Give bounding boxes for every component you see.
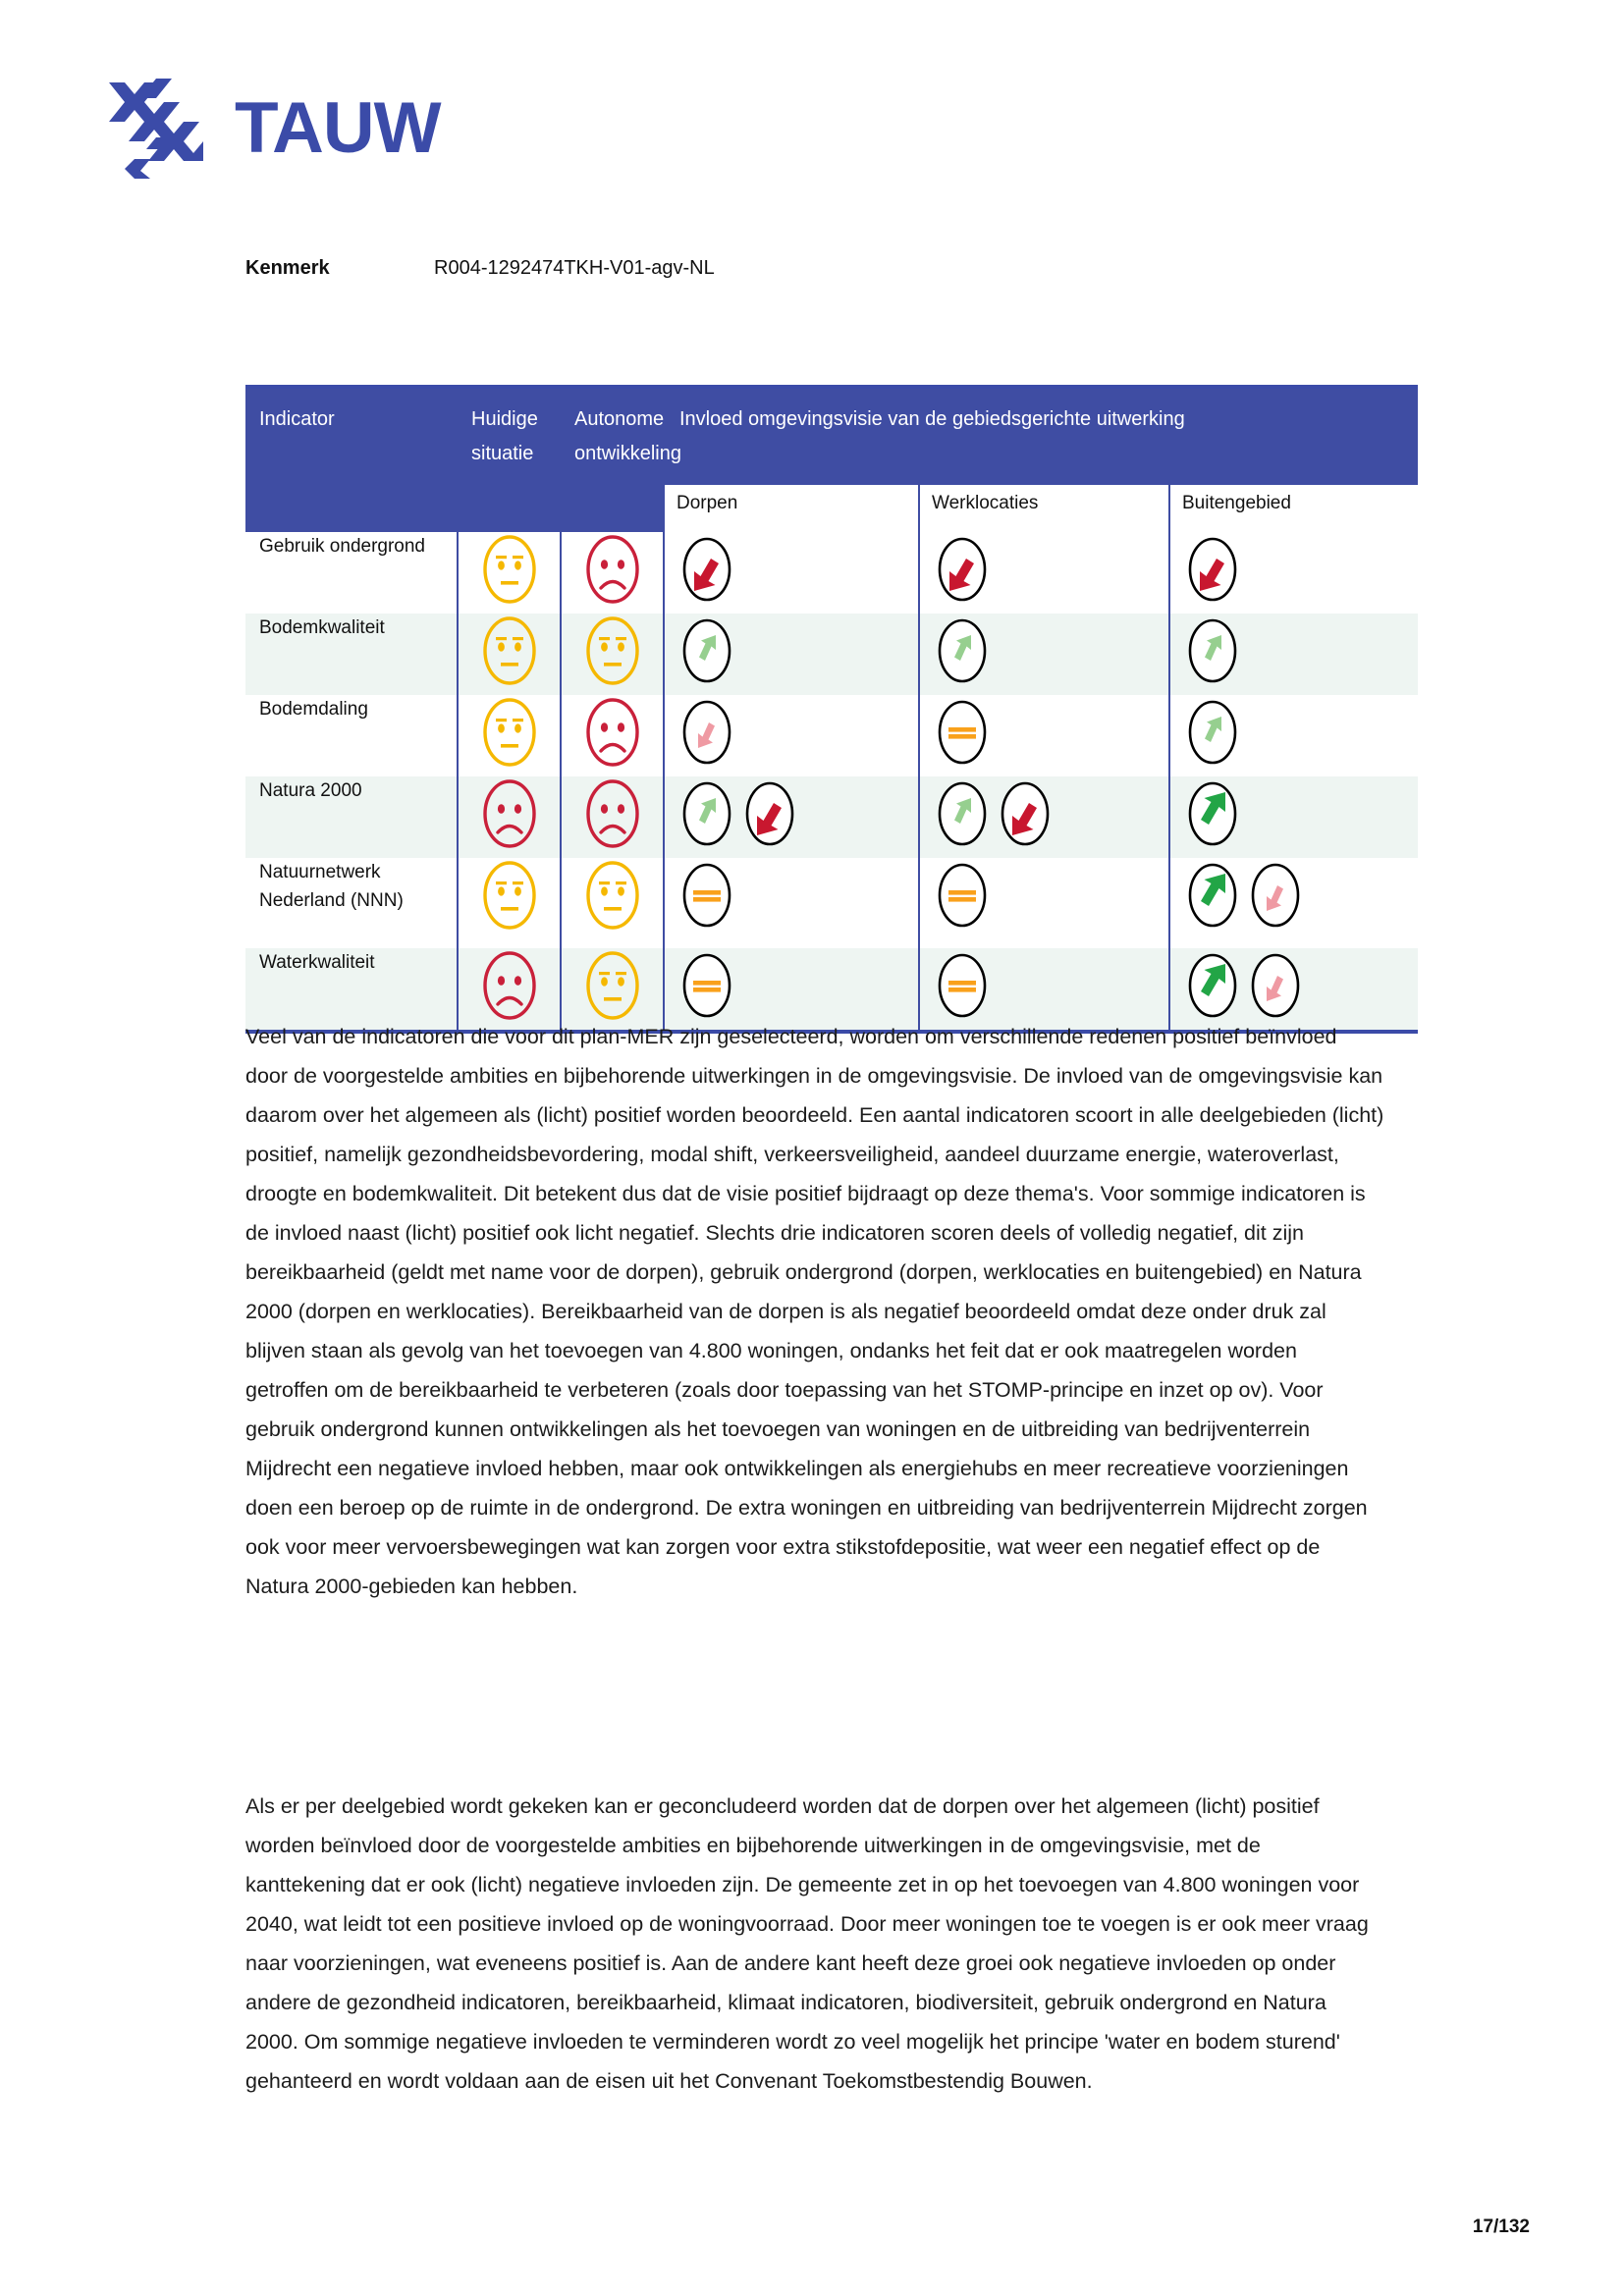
neutral-yellow-face-icon (479, 858, 540, 933)
icon-group (1182, 858, 1310, 933)
column-header-invloed: Invloed omgevingsvisie van de gebiedsgerichte uitwerking (664, 387, 1418, 485)
equals-orange-icon (677, 858, 737, 933)
neutral-yellow-face-icon (479, 614, 540, 688)
cell-buitengebied (1169, 695, 1310, 776)
equals-orange-icon (932, 695, 993, 770)
sad-red-face-icon (479, 776, 540, 851)
equals-orange-icon (932, 695, 993, 770)
table-row (245, 614, 1418, 695)
cell-autonome-ontwikkeling (561, 614, 664, 695)
icon-group (932, 614, 1061, 688)
neutral-yellow-face-icon (479, 695, 540, 770)
arrow-down-dark-red-icon (932, 532, 993, 607)
tauw-chevron-logo-icon (103, 77, 209, 180)
icon-group (932, 695, 1061, 770)
arrow-down-dark-red-icon (995, 776, 1056, 851)
arrow-down-light-pink-icon (1245, 858, 1306, 933)
icon-group (677, 695, 811, 770)
arrow-down-light-pink-icon (1245, 948, 1306, 1023)
neutral-yellow-face-icon (582, 614, 643, 688)
neutral-yellow-face-icon (479, 858, 540, 933)
indicator-assessment-table (245, 385, 1418, 1030)
arrow-down-dark-red-icon (932, 532, 993, 607)
arrow-down-dark-red-icon (1182, 532, 1243, 607)
cell-autonome-ontwikkeling (561, 695, 664, 776)
neutral-yellow-face-icon (582, 948, 643, 1023)
icon-group (459, 948, 560, 1023)
cell-buitengebied (1169, 614, 1310, 695)
icon-group (459, 614, 560, 688)
cell-autonome-ontwikkeling (561, 858, 664, 948)
column-header-autonome-ontwikkeling: Autonome ontwikkeling (561, 387, 664, 485)
sad-red-face-icon (479, 948, 540, 1023)
tauw-logo (103, 77, 441, 180)
cell-werklocaties (919, 858, 1061, 948)
cell-dorpen (664, 532, 811, 614)
icon-group (1182, 532, 1310, 607)
icon-group (562, 948, 663, 1023)
cell-huidige-situatie (458, 695, 561, 776)
arrow-up-light-green-icon (932, 614, 993, 688)
icon-group (677, 776, 811, 851)
sad-red-face-icon (479, 948, 540, 1023)
icon-group (562, 614, 663, 688)
arrow-down-light-pink-icon (1245, 948, 1306, 1023)
subheader-spacer-indicator (245, 485, 458, 532)
icon-group (932, 948, 1061, 1023)
equals-orange-icon (677, 858, 737, 933)
arrow-up-dark-green-icon (1182, 776, 1243, 851)
neutral-yellow-face-icon (479, 532, 540, 607)
icon-group (677, 858, 811, 933)
icon-group (562, 776, 663, 851)
cell-buitengebied (1169, 532, 1310, 614)
arrow-down-dark-red-icon (995, 776, 1056, 851)
cell-buitengebied (1169, 776, 1310, 858)
cell-werklocaties (919, 614, 1061, 695)
arrow-down-light-pink-icon (1245, 858, 1306, 933)
subcolumn-header-dorpen: Dorpen (664, 485, 919, 532)
arrow-up-light-green-icon (1182, 614, 1243, 688)
kenmerk-label: Kenmerk (245, 257, 330, 279)
arrow-up-dark-green-icon (1182, 858, 1243, 933)
neutral-yellow-face-icon (582, 614, 643, 688)
icon-group (1182, 948, 1310, 1023)
icon-group (459, 532, 560, 607)
arrow-down-dark-red-icon (677, 532, 737, 607)
arrow-down-dark-red-icon (739, 776, 800, 851)
arrow-up-dark-green-icon (1182, 948, 1243, 1023)
arrow-up-light-green-icon (677, 776, 737, 851)
icon-group (932, 776, 1061, 851)
row-label-3: Bodemdaling (259, 699, 368, 720)
neutral-yellow-face-icon (582, 858, 643, 933)
arrow-up-dark-green-icon (1182, 776, 1243, 851)
kenmerk-row (245, 257, 715, 280)
table-body (245, 532, 1418, 1030)
cell-werklocaties-spacer (1061, 776, 1169, 858)
neutral-yellow-face-icon (479, 532, 540, 607)
icon-group (1182, 695, 1310, 770)
arrow-up-light-green-icon (1182, 695, 1243, 770)
arrow-up-light-green-icon (677, 776, 737, 851)
cell-huidige-situatie (458, 614, 561, 695)
row-label-1: Gebruik ondergrond (259, 536, 425, 557)
cell-buitengebied-spacer (1310, 776, 1418, 858)
cell-dorpen-spacer (811, 614, 919, 695)
cell-werklocaties-spacer (1061, 532, 1169, 614)
sad-red-face-icon (479, 776, 540, 851)
row-label-4: Natura 2000 (259, 780, 362, 801)
icon-group (459, 695, 560, 770)
page-number: 17/132 (1472, 2216, 1530, 2237)
subheader-spacer-huidige (458, 485, 561, 532)
table-row (245, 858, 1418, 948)
subcolumn-header-werklocaties: Werklocaties (919, 485, 1169, 532)
table-subheader-row (245, 485, 1418, 532)
table-header-row (245, 387, 1418, 485)
sad-red-face-icon (582, 695, 643, 770)
cell-dorpen (664, 695, 811, 776)
icon-group (677, 614, 811, 688)
cell-werklocaties (919, 776, 1061, 858)
subcolumn-header-buitengebied: Buitengebied (1169, 485, 1418, 532)
cell-dorpen (664, 614, 811, 695)
icon-group (459, 858, 560, 933)
table-row (245, 695, 1418, 776)
equals-orange-icon (932, 858, 993, 933)
sad-red-face-icon (582, 695, 643, 770)
icon-group (1182, 614, 1310, 688)
cell-buitengebied-spacer (1310, 614, 1418, 695)
cell-huidige-situatie (458, 532, 561, 614)
cell-dorpen (664, 776, 811, 858)
cell-dorpen-spacer (811, 532, 919, 614)
column-header-indicator: Indicator (245, 387, 458, 485)
neutral-yellow-face-icon (479, 695, 540, 770)
row-label-5: Natuurnetwerk Nederland (NNN) (259, 862, 404, 912)
tauw-wordmark: TAUW (235, 88, 441, 168)
cell-dorpen (664, 858, 811, 948)
neutral-yellow-face-icon (479, 614, 540, 688)
cell-werklocaties (919, 695, 1061, 776)
arrow-up-light-green-icon (932, 614, 993, 688)
cell-werklocaties-spacer (1061, 695, 1169, 776)
arrow-up-dark-green-icon (1182, 948, 1243, 1023)
arrow-up-light-green-icon (677, 614, 737, 688)
subheader-spacer-autonoom (561, 485, 664, 532)
cell-dorpen-spacer (811, 776, 919, 858)
icon-group (562, 695, 663, 770)
equals-orange-icon (932, 948, 993, 1023)
cell-dorpen-spacer (811, 695, 919, 776)
icon-group (677, 948, 811, 1023)
arrow-up-light-green-icon (677, 614, 737, 688)
cell-autonome-ontwikkeling (561, 776, 664, 858)
sad-red-face-icon (582, 776, 643, 851)
kenmerk-value: R004-1292474TKH-V01-agv-NL (434, 257, 715, 279)
row-label-2: Bodemkwaliteit (259, 617, 385, 638)
neutral-yellow-face-icon (582, 948, 643, 1023)
sad-red-face-icon (582, 532, 643, 607)
equals-orange-icon (677, 948, 737, 1023)
cell-buitengebied-spacer (1310, 858, 1418, 948)
sad-red-face-icon (582, 532, 643, 607)
cell-buitengebied-spacer (1310, 532, 1418, 614)
body-paragraph-1: Veel van de indicatoren die voor dit plan-MER zijn geselecteerd, worden om verschillende redenen positief beïnvloed door de voorgestelde ambities en bijbehorende uitwerkingen in de omgevingsvisie. De invloed van de omgevingsvisie kan daarom over het algemeen als (licht) positief worden beoordeeld. Een aantal indicatoren scoort in alle deelgebieden (licht) positief, namelijk gezondheidsbevordering, modal shift, verkeersveiligheid, aandeel duurzame energie, wateroverlast, droogte en bodemkwaliteit. Dit betekent dus dat de visie positief bijdraagt op deze thema's. Voor sommige indicatoren is de invloed naast (licht) positief ook licht negatief. Slechts drie indicatoren scoren deels of volledig negatief, dit zijn bereikbaarheid (geldt met name voor de dorpen), gebruik ondergrond (dorpen, werklocaties en buitengebied) en Natura 2000 (dorpen en werklocaties). Bereikbaarheid van de dorpen is als negatief beoordeeld omdat deze onder druk zal blijven staan als gevolg van het toevoegen van 4.800 woningen, ondanks het feit dat er ook maatregelen worden getroffen om de bereikbaarheid te verbeteren (zoals door toepassing van het STOMP-principe en inzet op ov). Voor gebruik ondergrond kunnen ontwikkelingen als het toevoegen van woningen en de uitbreiding van bedrijventerrein Mijdrecht een negatieve invloed hebben, maar ook ontwikkelingen als energiehubs en meer recreatieve voorzieningen doen een beroep op de ruimte in de ondergrond. De extra woningen en uitbreiding van bedrijventerrein Mijdrecht zorgen ook voor meer vervoersbewegingen wat kan zorgen voor extra stikstofdepositie, wat weer een negatief effect op de Natura 2000-gebieden kan hebben. (245, 1025, 1384, 1598)
neutral-yellow-face-icon (582, 858, 643, 933)
sad-red-face-icon (582, 776, 643, 851)
table-row (245, 532, 1418, 614)
arrow-down-dark-red-icon (677, 532, 737, 607)
arrow-down-dark-red-icon (739, 776, 800, 851)
cell-autonome-ontwikkeling (561, 532, 664, 614)
equals-orange-icon (932, 858, 993, 933)
cell-dorpen-spacer (811, 858, 919, 948)
arrow-down-light-pink-icon (677, 695, 737, 770)
cell-werklocaties-spacer (1061, 614, 1169, 695)
arrow-up-light-green-icon (1182, 695, 1243, 770)
cell-buitengebied (1169, 858, 1310, 948)
icon-group (1182, 776, 1310, 851)
cell-huidige-situatie (458, 858, 561, 948)
column-header-huidige-situatie: Huidige situatie (458, 387, 561, 485)
arrow-down-dark-red-icon (1182, 532, 1243, 607)
table-row (245, 776, 1418, 858)
arrow-up-light-green-icon (932, 776, 993, 851)
cell-werklocaties (919, 532, 1061, 614)
equals-orange-icon (677, 948, 737, 1023)
equals-orange-icon (932, 948, 993, 1023)
icon-group (562, 532, 663, 607)
cell-buitengebied-spacer (1310, 695, 1418, 776)
arrow-up-light-green-icon (1182, 614, 1243, 688)
icon-group (932, 858, 1061, 933)
icon-group (562, 858, 663, 933)
arrow-up-light-green-icon (932, 776, 993, 851)
icon-group (932, 532, 1061, 607)
icon-group (459, 776, 560, 851)
icon-group (677, 532, 811, 607)
arrow-up-dark-green-icon (1182, 858, 1243, 933)
row-label-6: Waterkwaliteit (259, 952, 375, 973)
cell-huidige-situatie (458, 776, 561, 858)
arrow-down-light-pink-icon (677, 695, 737, 770)
cell-werklocaties-spacer (1061, 858, 1169, 948)
body-paragraph-2: Als er per deelgebied wordt gekeken kan er geconcludeerd worden dat de dorpen over het algemeen (licht) positief worden beïnvloed door de voorgestelde ambities en bijbehorende uitwerkingen in de omgevingsvisie, met de kanttekening dat er ook (licht) negatieve invloeden zijn. De gemeente zet in op het toevoegen van 4.800 woningen voor 2040, wat leidt tot een positieve invloed op de woningvoorraad. Door meer woningen toe te voegen is er ook meer vraag naar voorzieningen, wat eveneens positief is. Aan de andere kant heeft deze groei ook negatieve invloeden op onder andere de gezondheid indicatoren, bereikbaarheid, klimaat indicatoren, biodiversiteit, gebruik ondergrond en Natura 2000. Om sommige negatieve invloeden te verminderen wordt zo veel mogelijk het principe 'water en bodem sturend' gehanteerd en wordt voldaan aan de eisen uit het Convenant Toekomstbestendig Bouwen. (245, 1794, 1369, 2093)
